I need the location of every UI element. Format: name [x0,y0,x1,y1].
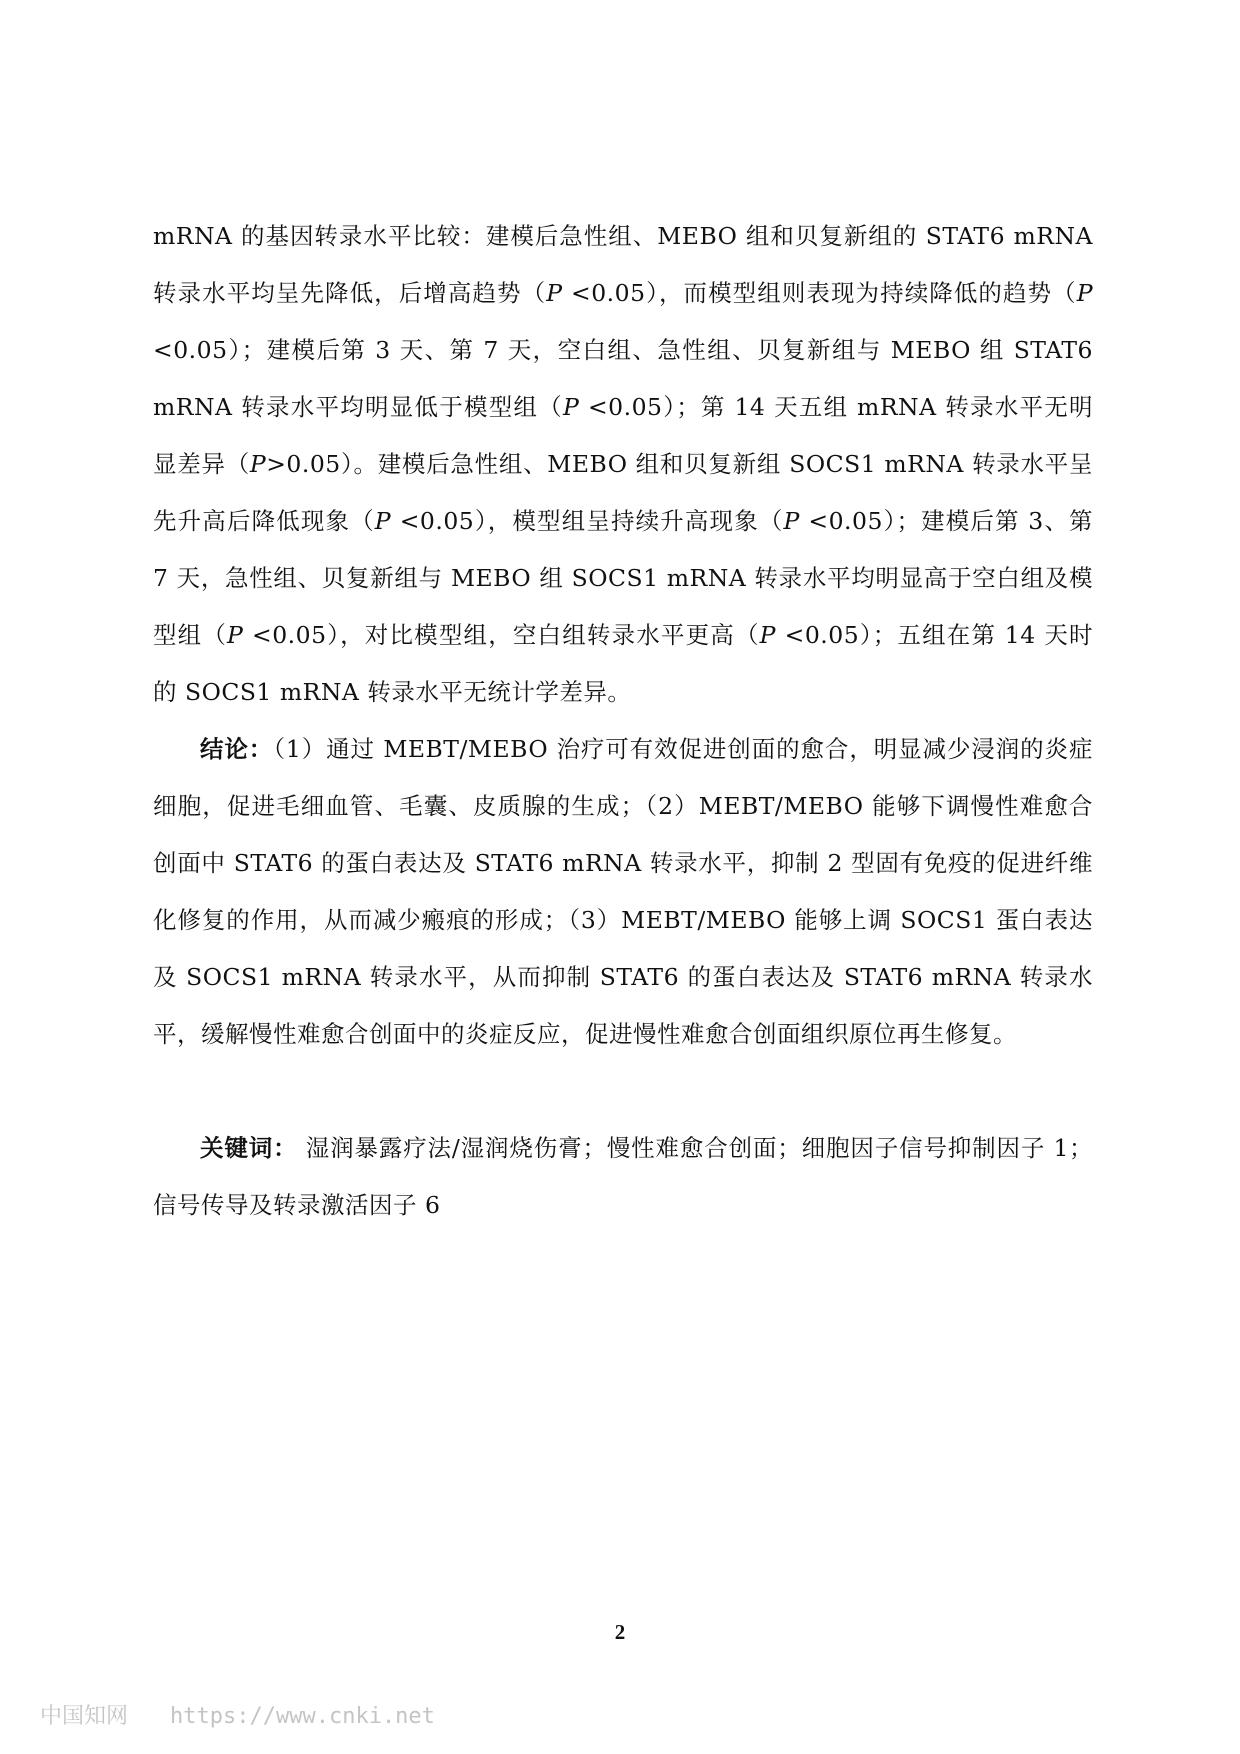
page-number: 2 [614,1620,626,1644]
results-text: <0.05），对比模型组，空白组转录水平更高（ [243,621,760,649]
p-value-symbol: P [374,507,392,535]
conclusion-paragraph [153,721,1093,1063]
results-text: >0.05）。建模后急性组、MEBO 组和贝复新组 SOCS1 mRNA 转录水平呈先升高后降低现象（ [153,450,1093,535]
results-text: <0.05）；建模后第 3、第 7 天，急性组、贝复新组与 MEBO 组 SOCS1 mRNA 转录水平均明显高于空白组及模型组（ [153,507,1094,649]
conclusion-text: （1）通过 MEBT/MEBO 治疗可有效促进创面的愈合，明显减少浸润的炎症细胞，促进毛细血管、毛囊、皮质腺的生成；（2）MEBT/MEBO 能够下调慢性难愈合创面中 STAT6 的蛋白表达及 STAT6 mRNA 转录水平，抑制 2 型固有免疫的促进纤维化修复的作用，从而减少瘢痕的形成；（3）MEBT/MEBO 能够上调 SOCS1 蛋白表达及 SOCS1 mRNA 转录水平，从而抑制 STAT6 的蛋白表达及 STAT6 mRNA 转录水平，缓解慢性难愈合创面中的炎症反应，促进慢性难愈合创面组织原位再生修复。 [153,735,1093,1048]
keywords-text: 湿润暴露疗法/湿润烧伤膏；慢性难愈合创面；细胞因子信号抑制因子 1；信号传导及转录激活因子 6 [153,1134,1094,1219]
p-value-symbol: P [227,621,244,649]
results-text: <0.05），模型组呈持续升高现象（ [391,507,784,535]
p-value-symbol: P [546,279,563,307]
p-value-symbol: P [562,393,580,421]
watermark-site-name: 中国知网 [40,1704,129,1729]
p-value-symbol: P [759,621,776,649]
page-body [153,208,1093,1234]
section-spacer [153,1063,1093,1120]
p-value-symbol: P [249,450,267,478]
keywords-label: 关键词： [200,1134,298,1162]
results-paragraph [153,208,1093,721]
results-text: <0.05）；五组在第 14 天时的 SOCS1 mRNA 转录水平无统计学差异。 [153,621,1094,706]
watermark-url: https://www.cnki.net [170,1704,435,1729]
results-text: mRNA 的基因转录水平比较：建模后急性组、MEBO 组和贝复新组的 STAT6 mRNA 转录水平均呈先降低，后增高趋势（ [153,222,1093,307]
conclusion-label: 结论： [200,735,274,763]
keywords-paragraph [153,1120,1093,1234]
p-value-symbol: P [1076,279,1094,307]
p-value-symbol: P [783,507,800,535]
cnki-watermark [40,1699,435,1730]
results-text: <0.05），而模型组则表现为持续降低的趋势（ [562,279,1077,307]
results-text: <0.05）；建模后第 3 天、第 7 天，空白组、急性组、贝复新组与 MEBO 组 STAT6 mRNA 转录水平均明显低于模型组（ [153,336,1093,421]
results-text: <0.05）；第 14 天五组 mRNA 转录水平无明显差异（ [153,393,1094,478]
